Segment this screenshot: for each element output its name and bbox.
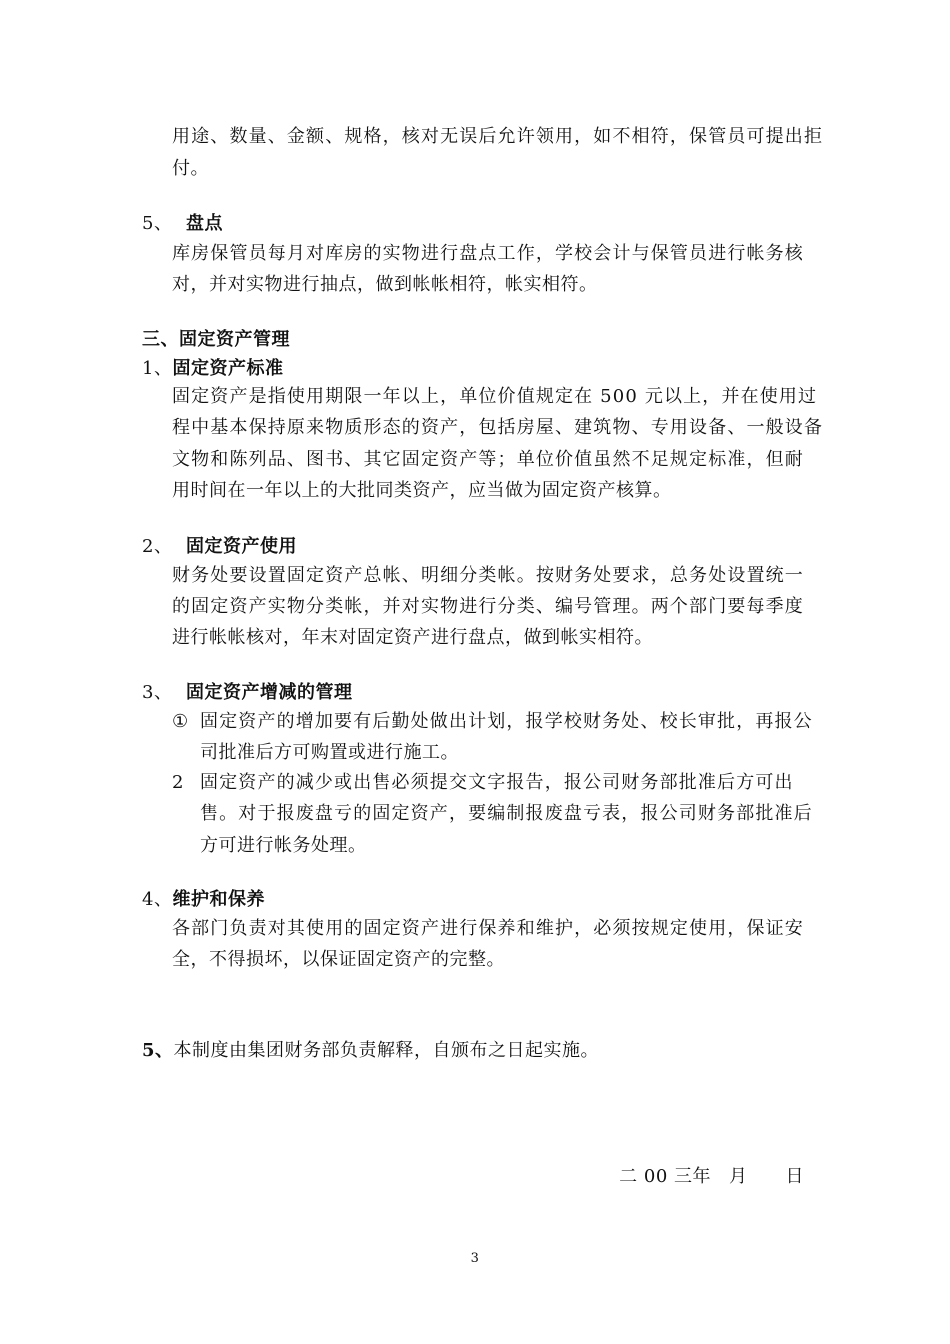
list-item-continuation: 售。对于报废盘亏的固定资产，要编制报废盘亏表，报公司财务部批准后 <box>200 803 813 824</box>
paragraph-line: 文物和陈列品、图书、其它固定资产等；单位价值虽然不足规定标准，但耐 <box>172 449 804 470</box>
section-heading-usage <box>142 536 297 558</box>
date-day: 日 <box>785 1166 804 1187</box>
section-heading-standard <box>142 358 283 380</box>
section-title: 维护和保养 <box>172 889 265 910</box>
section-heading-maintenance <box>142 889 265 911</box>
section-heading-inventory <box>142 213 223 235</box>
part-heading: 三、固定资产管理 <box>142 329 290 350</box>
list-marker: 2 <box>172 772 185 793</box>
section-number: 3、 <box>142 682 173 703</box>
page-number: 3 <box>470 1251 480 1266</box>
section-number: 5、 <box>142 213 173 234</box>
date-month: 月 <box>729 1166 748 1187</box>
paragraph-line: 用途、数量、金额、规格，核对无误后允许领用，如不相符，保管员可提出拒 <box>172 126 824 147</box>
section-title: 固定资产标准 <box>172 358 284 379</box>
paragraph-line: 的固定资产实物分类帐，并对实物进行分类、编号管理。两个部门要每季度 <box>172 596 804 617</box>
paragraph-line: 进行帐帐核对，年末对固定资产进行盘点，做到帐实相符。 <box>172 627 653 648</box>
section-heading-changes <box>142 682 353 704</box>
closing-statement-text: 本制度由集团财务部负责解释，自颁布之日起实施。 <box>173 1040 600 1061</box>
paragraph-line: 固定资产是指使用期限一年以上，单位价值规定在 500 元以上，并在使用过 <box>172 386 818 407</box>
list-item <box>172 772 794 794</box>
list-item-text: 固定资产的增加要有后勤处做出计划，报学校财务处、校长审批，再报公 <box>200 711 813 732</box>
paragraph-line: 财务处要设置固定资产总帐、明细分类帐。按财务处要求，总务处设置统一 <box>172 565 804 586</box>
list-item-continuation: 司批准后方可购置或进行施工。 <box>200 742 459 763</box>
section-number: 1、 <box>142 358 173 379</box>
list-item-continuation: 方可进行帐务处理。 <box>200 835 367 856</box>
paragraph-line: 全，不得损坏，以保证固定资产的完整。 <box>172 949 505 970</box>
list-marker: ① <box>172 711 190 732</box>
paragraph-line: 程中基本保持原来物质形态的资产，包括房屋、建筑物、专用设备、一般设备 <box>172 417 824 438</box>
section-number: 4、 <box>142 889 173 910</box>
paragraph-line: 付。 <box>172 158 209 179</box>
paragraph-line: 对，并对实物进行抽点，做到帐帐相符，帐实相符。 <box>172 274 598 295</box>
list-item-text: 固定资产的减少或出售必须提交文字报告，报公司财务部批准后方可出 <box>200 772 794 793</box>
list-item <box>172 711 813 733</box>
section-title: 固定资产使用 <box>186 536 297 557</box>
closing-statement <box>142 1040 599 1062</box>
paragraph-line: 各部门负责对其使用的固定资产进行保养和维护，必须按规定使用，保证安 <box>172 918 804 939</box>
paragraph-line: 库房保管员每月对库房的实物进行盘点工作，学校会计与保管员进行帐务核 <box>172 243 804 264</box>
section-number: 2、 <box>142 536 173 557</box>
section-title: 盘点 <box>186 213 223 234</box>
date-line <box>619 1166 804 1188</box>
section-number: 5、 <box>142 1040 174 1061</box>
paragraph-line: 用时间在一年以上的大批同类资产，应当做为固定资产核算。 <box>172 480 672 501</box>
date-year: 二 00 三年 <box>619 1166 711 1187</box>
section-title: 固定资产增减的管理 <box>186 682 353 703</box>
